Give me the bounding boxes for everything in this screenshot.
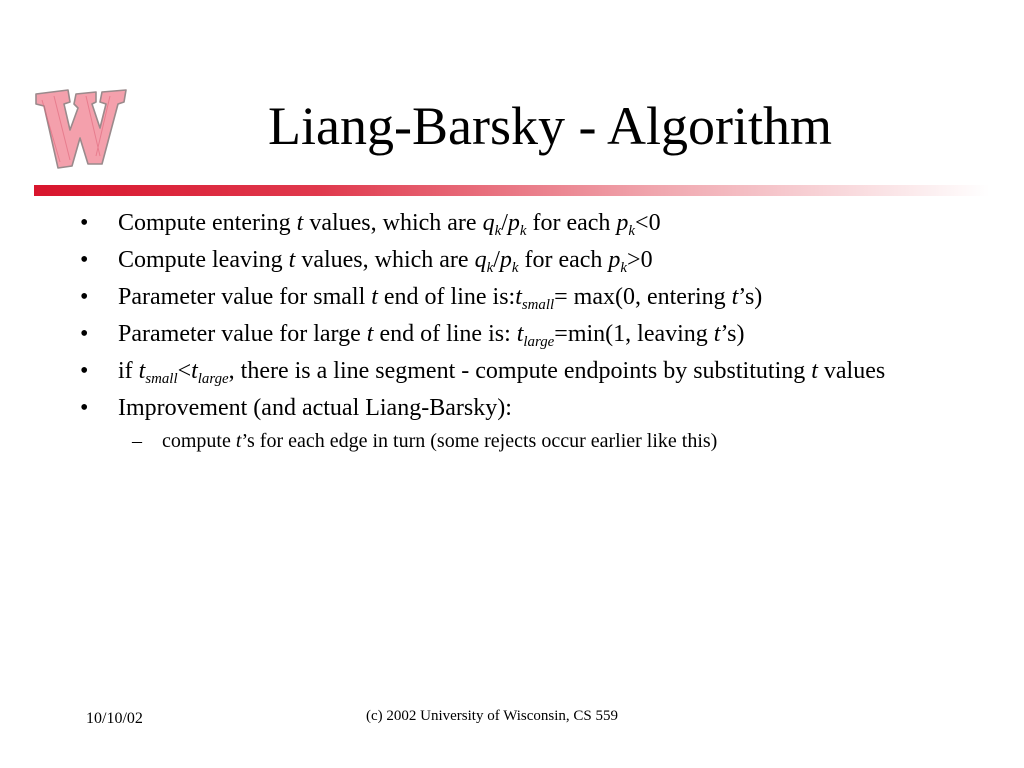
text: end of line is: <box>373 321 517 347</box>
subscript-k: k <box>494 223 502 240</box>
text: = max(0, entering <box>554 284 732 310</box>
bullet-marker: • <box>80 284 89 310</box>
text: ’s) <box>720 321 745 347</box>
text: for each <box>526 210 617 236</box>
subscript-k: k <box>511 260 519 277</box>
subscript-large: large <box>197 371 229 388</box>
bullet-marker: • <box>80 358 89 384</box>
text: values, which are <box>303 210 483 236</box>
text: / <box>493 247 500 273</box>
footer-copyright: (c) 2002 University of Wisconsin, CS 559 <box>366 708 619 724</box>
text: Compute entering <box>118 210 297 236</box>
var-t: t <box>731 284 739 310</box>
var-t: t <box>288 247 296 273</box>
text: / <box>501 210 508 236</box>
var-t: t <box>296 210 304 236</box>
text: Compute leaving <box>118 247 289 273</box>
bullet-marker: • <box>80 395 89 421</box>
var-t: t <box>366 321 374 347</box>
bullet-entering-t <box>72 208 972 238</box>
var-t: t <box>811 358 818 384</box>
footer-date: 10/10/02 <box>86 710 143 727</box>
text: Parameter value for large <box>118 321 367 347</box>
bullet-marker: • <box>80 210 89 236</box>
bullet-t-large <box>72 319 972 349</box>
sub-bullet-marker: – <box>132 430 142 452</box>
text: if <box>118 358 139 384</box>
subscript-k: k <box>628 223 636 240</box>
text: <0 <box>635 210 661 236</box>
text: values <box>817 358 886 384</box>
text: Parameter value for small <box>118 284 372 310</box>
text: for each <box>518 247 609 273</box>
bullet-line-segment <box>72 356 972 386</box>
text: values, which are <box>295 247 475 273</box>
bullet-marker: • <box>80 321 89 347</box>
subscript-small: small <box>521 297 555 314</box>
subscript-k: k <box>620 260 628 277</box>
title-divider <box>34 185 990 196</box>
var-q: q <box>474 247 487 273</box>
subscript-small: small <box>145 371 178 388</box>
text: ’s) <box>738 284 763 310</box>
text: =min(1, leaving <box>554 321 714 347</box>
bullet-list <box>72 208 972 455</box>
text: compute <box>162 430 236 452</box>
var-t: t <box>516 321 524 347</box>
slide-title: Liang-Barsky - Algorithm <box>268 96 832 156</box>
var-p: p <box>608 247 621 273</box>
var-t: t <box>515 284 522 310</box>
text: < <box>177 358 192 384</box>
bullet-marker: • <box>80 247 89 273</box>
var-t: t <box>138 358 146 384</box>
text: , there is a line segment - compute endpoints by substituting <box>228 358 812 384</box>
var-p: p <box>616 210 629 236</box>
var-t: t <box>235 430 242 452</box>
subscript-large: large <box>523 334 555 351</box>
bullet-t-small <box>72 282 972 312</box>
sub-bullet-compute <box>72 427 972 455</box>
var-p: p <box>507 210 520 236</box>
bullet-leaving-t <box>72 245 972 275</box>
text: ’s for each edge in turn (some rejects occur earlier like this) <box>241 430 718 452</box>
subscript-k: k <box>519 223 527 240</box>
var-t: t <box>713 321 721 347</box>
var-q: q <box>482 210 495 236</box>
text: >0 <box>627 247 653 273</box>
bullet-improvement <box>72 393 972 423</box>
var-t: t <box>191 358 198 384</box>
subscript-k: k <box>486 260 494 277</box>
wisconsin-w-logo-icon <box>30 82 130 174</box>
var-p: p <box>499 247 512 273</box>
var-t: t <box>371 284 378 310</box>
text: end of line is: <box>377 284 516 310</box>
text: Improvement (and actual Liang-Barsky): <box>118 395 512 421</box>
